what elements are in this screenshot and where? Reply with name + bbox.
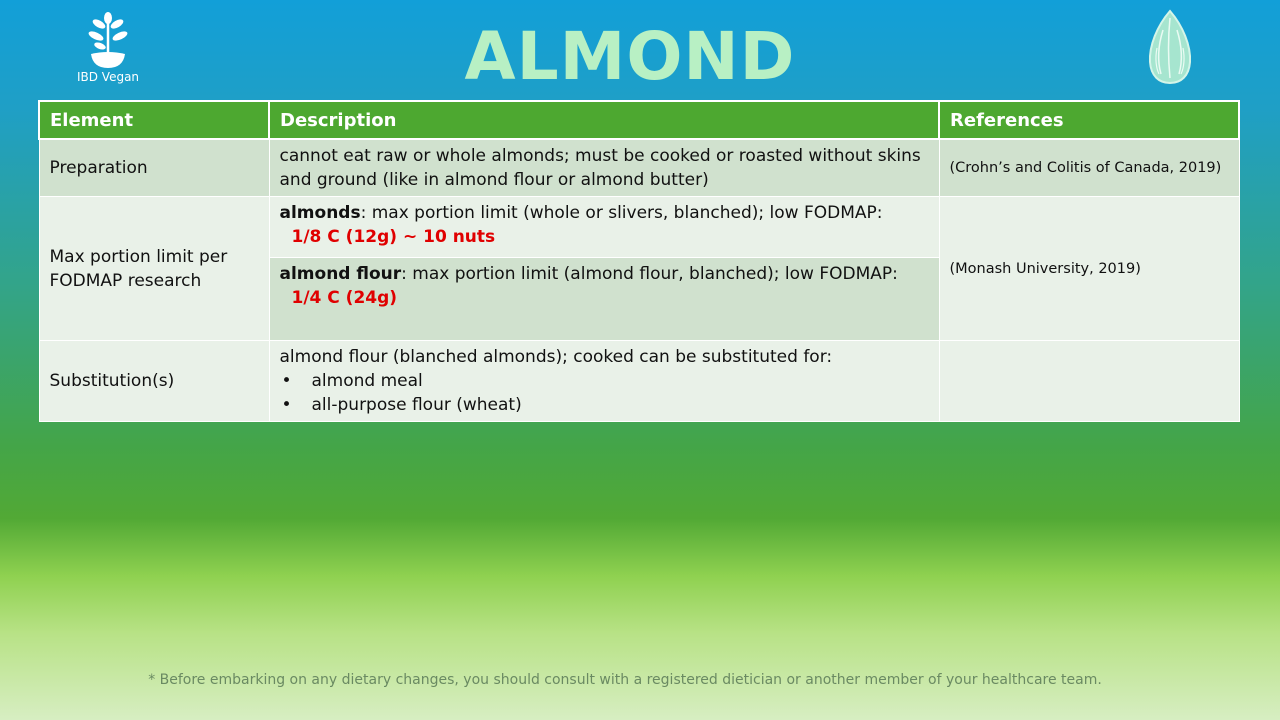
cell-reference-substitution <box>939 341 1239 422</box>
bullet-marker: • <box>281 395 292 415</box>
list-item <box>280 369 929 393</box>
list-item <box>280 393 929 417</box>
cell-element-substitution <box>39 341 269 422</box>
element-label: Substitution(s) <box>49 371 175 391</box>
reference-text: (Crohn’s and Colitis of Canada, 2019) <box>949 160 1222 176</box>
logo-label: IBD Vegan <box>76 70 140 84</box>
flour-text: : max portion limit (almond flour, blanched); low FODMAP: <box>401 264 898 284</box>
description-text: cannot eat raw or whole almonds; must be cooked or roasted without skins and ground (like in almond flour or almond butter) <box>279 146 921 190</box>
almonds-text: : max portion limit (whole or slivers, blanched); low FODMAP: <box>360 203 883 223</box>
header-description: Description <box>269 101 939 139</box>
header-references: References <box>939 101 1239 139</box>
flour-amount: 1/4 C (24g) <box>291 288 398 308</box>
reference-text: (Monash University, 2019) <box>949 260 1141 277</box>
cell-description-almonds <box>269 197 939 258</box>
disclaimer-footer: * Before embarking on any dietary changes, you should consult with a registered dietician or another member of your healthcare team. <box>148 672 1102 688</box>
cell-reference-portion <box>939 197 1239 341</box>
cell-element-preparation <box>39 139 269 197</box>
bullet-marker: • <box>281 371 292 391</box>
almonds-label: almonds <box>279 203 361 223</box>
bullet-text: all-purpose flour (wheat) <box>311 395 522 415</box>
page-title: ALMOND <box>464 18 796 95</box>
cell-reference-preparation <box>939 139 1239 197</box>
substitution-intro: almond flour (blanched almonds); cooked can be substituted for: <box>279 347 833 367</box>
flour-label: almond flour <box>279 264 402 284</box>
cell-description-preparation <box>269 139 939 197</box>
almond-info-table <box>38 100 1240 422</box>
bullet-text: almond meal <box>311 371 423 391</box>
element-label: Max portion limit per FODMAP research <box>49 246 228 291</box>
almond-icon <box>1145 8 1195 86</box>
cell-element-portion <box>39 197 269 341</box>
header-element: Element <box>39 101 269 139</box>
table-row-substitution <box>39 341 1239 422</box>
almonds-amount: 1/8 C (12g) ~ 10 nuts <box>291 227 496 247</box>
table-header-row <box>39 101 1239 139</box>
cell-description-substitution <box>269 341 939 422</box>
table-row-preparation <box>39 139 1239 197</box>
cell-description-flour <box>269 258 939 341</box>
element-label: Preparation <box>49 158 148 178</box>
table-row-portion <box>39 197 1239 258</box>
